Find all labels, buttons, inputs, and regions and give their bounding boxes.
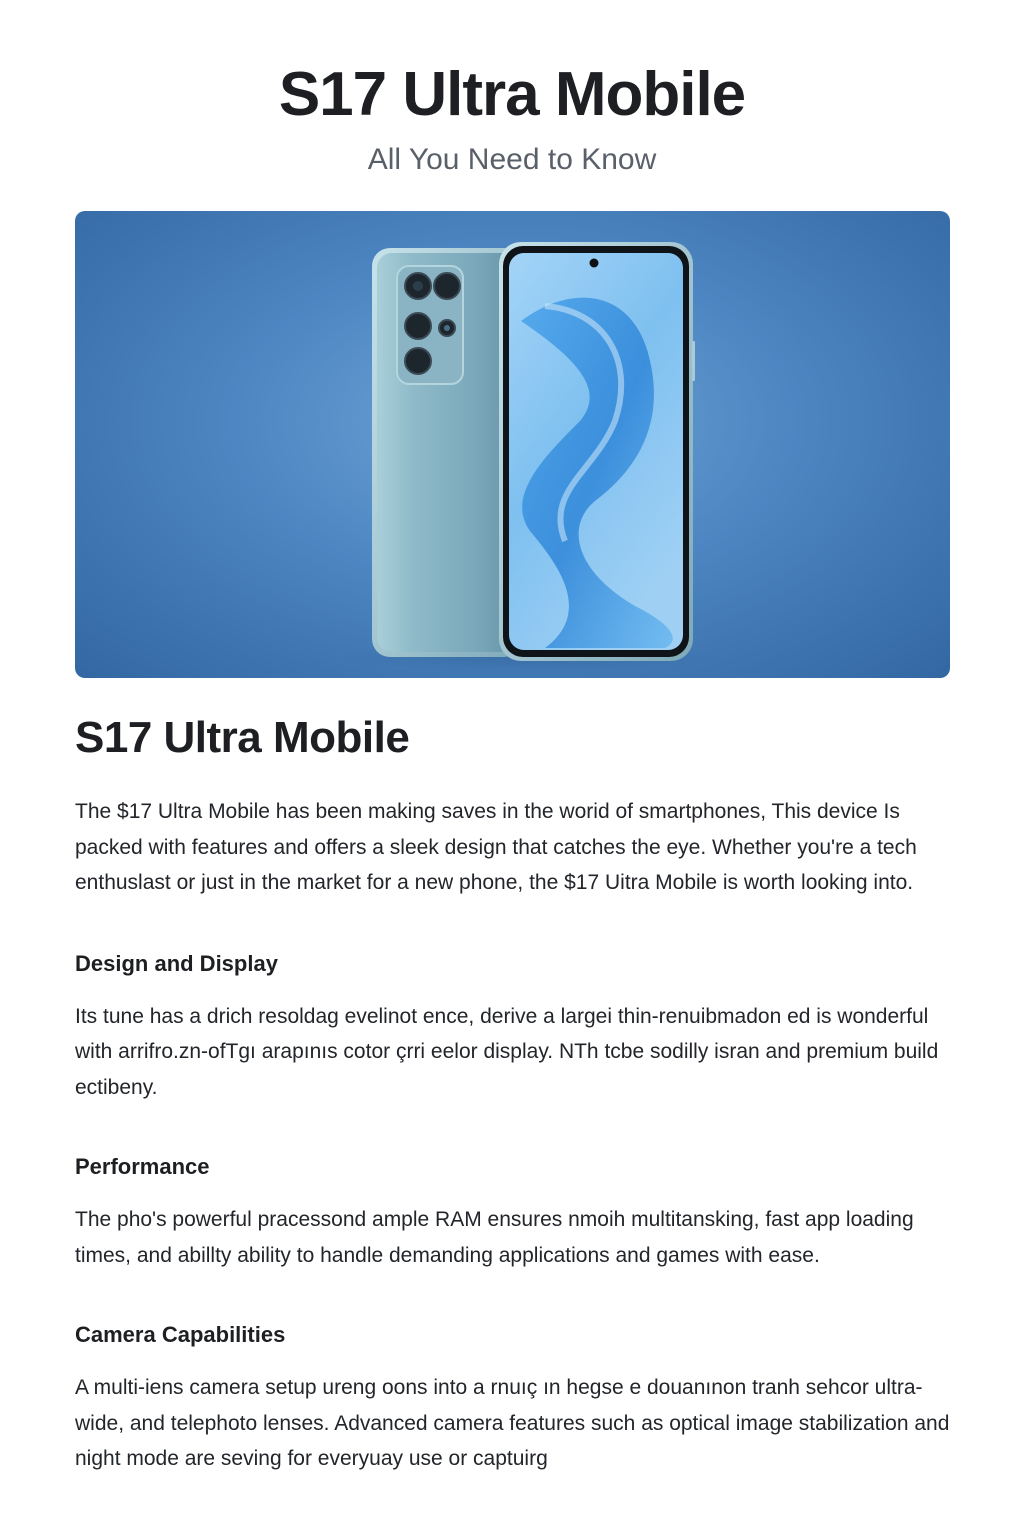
intro-paragraph: The $17 Ultra Mobile has been making saves in the worid of smartphones, This device Is packed with features and offers a sleek design that catches the eye. Whether you're a tech enthuslast or just in the market for a new phone, the $17 Uitra Mobile is worth looking into.: [75, 800, 917, 894]
front-camera: [590, 259, 599, 268]
phone-front: [499, 242, 695, 661]
section-body-design: Its tune has a drich resoldag evelinot ence, derive a largei thin-renuibmadon ed is wonderful with arrifro.zn-ofTgı arapınıs cotor çrri eelor display. NTh tcbe sodilly isran and premium build ectibeny.: [75, 1004, 939, 1099]
page-subtitle: All You Need to Know: [367, 143, 657, 176]
phone-illustration: [75, 211, 950, 678]
camera-module: [397, 266, 463, 384]
section-body-camera: A multi-iens camera setup ureng oons into a rnuıç ın hegse e douanınon tranh sehcor ultra-wide, and telephoto lenses. Advanced camera features such as optical image stabilization and night mode are seving for everyuay use or captuirg: [75, 1376, 950, 1470]
hero-image: [75, 211, 950, 678]
page-title: S17 Ultra Mobile: [278, 60, 746, 129]
section-heading-camera: Camera Capabilities: [75, 1322, 286, 1347]
section-heading-performance: Performance: [75, 1154, 210, 1179]
section-body-performance: The pho's powerful pracessond ample RAM ensures nmoih multitansking, fast app loading times, and abillty ability to handle demanding applications and games with ease.: [75, 1208, 914, 1267]
article-title: S17 Ultra Mobile: [75, 713, 410, 762]
article: [75, 708, 955, 1477]
section-heading-design: Design and Display: [75, 950, 278, 976]
